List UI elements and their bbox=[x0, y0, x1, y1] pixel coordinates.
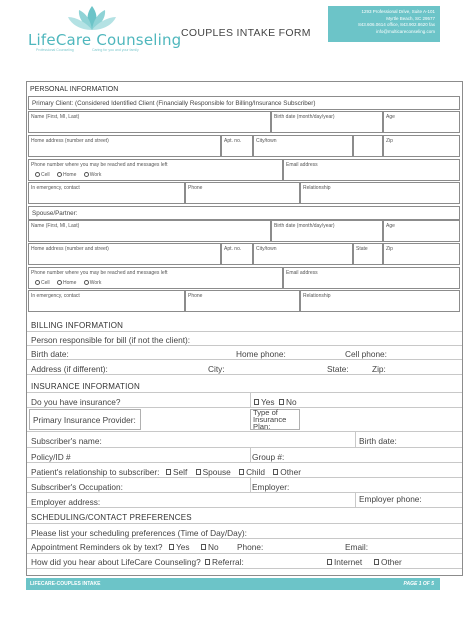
logo-tagline-left: Professional Counseling bbox=[36, 48, 74, 52]
reminders-phone-field[interactable]: Phone: bbox=[237, 542, 264, 552]
contact-line: Myrtle Beach, SC 29577 bbox=[386, 15, 435, 21]
option-label: Work bbox=[89, 172, 102, 178]
field-label: City/town bbox=[256, 138, 277, 144]
subscriber-birth-field[interactable]: Birth date: bbox=[359, 436, 397, 446]
divider bbox=[355, 493, 356, 508]
spouse-age-field[interactable] bbox=[383, 220, 460, 242]
field-label: Age bbox=[386, 114, 395, 120]
divider bbox=[250, 478, 251, 493]
option-label: Cell bbox=[41, 172, 50, 178]
billing-cell-phone-field[interactable]: Cell phone: bbox=[345, 349, 387, 359]
primary-client-heading: Primary Client: (Considered Identified Client (Financially Responsible for Billing/Insurance Subscriber) bbox=[32, 100, 316, 107]
radio-work[interactable] bbox=[84, 280, 89, 285]
primary-relationship-field[interactable] bbox=[300, 182, 460, 204]
logo bbox=[28, 4, 182, 52]
field-label: Relationship bbox=[303, 185, 331, 191]
spouse-phone-field[interactable] bbox=[28, 267, 283, 289]
field-label: Name (First, MI, Last) bbox=[31, 223, 80, 229]
field-label: In emergency, contact bbox=[31, 185, 80, 191]
spouse-emergency-field[interactable] bbox=[28, 290, 185, 312]
field-label: Phone number where you may be reached and messages left bbox=[31, 162, 168, 168]
option-label: Referral: bbox=[212, 557, 244, 567]
spouse-email-field[interactable] bbox=[283, 267, 460, 289]
field-label: City/town bbox=[256, 246, 277, 252]
spouse-relationship-field[interactable] bbox=[300, 290, 460, 312]
billing-birth-field[interactable]: Birth date: bbox=[31, 349, 69, 359]
relationship-options bbox=[164, 467, 301, 477]
section-insurance-heading: INSURANCE INFORMATION bbox=[31, 382, 140, 391]
reminders-yes-option[interactable] bbox=[167, 542, 190, 552]
form-title: COUPLES INTAKE FORM bbox=[181, 27, 311, 39]
section-billing-heading: BILLING INFORMATION bbox=[31, 321, 124, 330]
employer-field[interactable]: Employer: bbox=[252, 482, 290, 492]
checkbox-icon[interactable] bbox=[273, 469, 278, 475]
field-label: Phone number where you may be reached and messages left bbox=[31, 270, 168, 276]
primary-state-field[interactable] bbox=[353, 135, 383, 157]
radio-home[interactable] bbox=[57, 280, 62, 285]
checkbox-icon[interactable] bbox=[196, 469, 201, 475]
insurance-yes-option[interactable] bbox=[252, 397, 275, 407]
option-label: Home bbox=[63, 172, 77, 178]
insurance-row bbox=[27, 448, 462, 463]
reminders-no-option[interactable] bbox=[199, 542, 219, 552]
field-label: Zip bbox=[386, 138, 393, 144]
phone-type-options bbox=[35, 172, 101, 178]
field-label: Apt. no. bbox=[224, 246, 242, 252]
primary-name-field[interactable] bbox=[28, 111, 271, 133]
spouse-state-field[interactable] bbox=[353, 243, 383, 265]
field-label: In emergency, contact bbox=[31, 293, 80, 299]
field-label: Home address (number and street) bbox=[31, 138, 109, 144]
field-label: Email address bbox=[286, 162, 318, 168]
footer-bar bbox=[26, 578, 440, 590]
spouse-zip-field[interactable] bbox=[383, 243, 460, 265]
checkbox-icon[interactable] bbox=[201, 544, 206, 550]
section-scheduling-heading: SCHEDULING/CONTACT PREFERENCES bbox=[31, 513, 192, 522]
option-label: Other bbox=[280, 467, 302, 477]
plan-type-label: Type of Insurance Plan: bbox=[253, 408, 287, 432]
internet-option[interactable] bbox=[325, 557, 362, 567]
section-personal-heading: PERSONAL INFORMATION bbox=[30, 86, 119, 93]
option-label: No bbox=[208, 542, 219, 552]
contact-line: info@multicareconseling.com bbox=[376, 28, 435, 34]
insurance-question: Do you have insurance? bbox=[31, 397, 121, 407]
checkbox-icon[interactable] bbox=[169, 544, 174, 550]
field-label: Phone bbox=[188, 293, 203, 299]
phone-type-options bbox=[35, 280, 101, 286]
primary-apt-field[interactable] bbox=[221, 135, 253, 157]
field-label: State bbox=[356, 246, 368, 252]
field-label: Phone bbox=[188, 185, 203, 191]
spouse-heading: Spouse/Partner: bbox=[32, 210, 78, 217]
hear-question: How did you hear about LifeCare Counseling? bbox=[31, 557, 201, 567]
billing-zip-field[interactable]: Zip: bbox=[372, 364, 386, 374]
primary-phone-field[interactable] bbox=[28, 159, 283, 181]
radio-cell[interactable] bbox=[35, 172, 40, 177]
spouse-name-field[interactable] bbox=[28, 220, 271, 242]
field-label: Home address (number and street) bbox=[31, 246, 109, 252]
group-field[interactable]: Group #: bbox=[252, 452, 285, 462]
footer-page-number: PAGE 1 OF 5 bbox=[403, 581, 434, 587]
schedule-preferences-field[interactable]: Please list your scheduling preferences (Time of Day/Day): bbox=[31, 528, 247, 538]
contact-line: 843.606.0614 office, 843.902.8620 fax bbox=[358, 22, 435, 28]
field-label: Zip bbox=[386, 246, 393, 252]
spouse-header bbox=[28, 206, 460, 220]
subscriber-field[interactable]: Subscriber's name: bbox=[31, 436, 102, 446]
option-label: Other bbox=[381, 557, 402, 567]
checkbox-icon[interactable] bbox=[279, 399, 284, 405]
referral-option[interactable] bbox=[203, 557, 244, 567]
divider bbox=[355, 432, 356, 448]
relationship-question: Patient's relationship to subscriber: bbox=[31, 467, 160, 477]
field-label: Birth date (month/day/year) bbox=[274, 223, 335, 229]
primary-age-field[interactable] bbox=[383, 111, 460, 133]
option-label: Internet bbox=[334, 557, 363, 567]
radio-work[interactable] bbox=[84, 172, 89, 177]
spouse-address-field[interactable] bbox=[28, 243, 221, 265]
spouse-apt-field[interactable] bbox=[221, 243, 253, 265]
lotus-logo-icon bbox=[62, 4, 122, 32]
checkbox-icon[interactable] bbox=[239, 469, 244, 475]
checkbox-icon[interactable] bbox=[254, 399, 259, 405]
option-label: Work bbox=[89, 280, 102, 286]
option-label: Yes bbox=[261, 397, 275, 407]
option-label: Self bbox=[173, 467, 188, 477]
billing-state-field[interactable]: State: bbox=[327, 364, 349, 374]
field-label: Birth date (month/day/year) bbox=[274, 114, 335, 120]
radio-cell[interactable] bbox=[35, 280, 40, 285]
other-option[interactable] bbox=[372, 557, 402, 567]
field-label: Apt. no. bbox=[224, 138, 242, 144]
checkbox-icon[interactable] bbox=[205, 559, 210, 565]
employer-phone-field[interactable]: Employer phone: bbox=[359, 494, 422, 504]
option-label: Yes bbox=[176, 542, 190, 552]
responsible-field[interactable]: Person responsible for bill (if not the client): bbox=[31, 335, 191, 345]
spouse-emergency-phone-field[interactable] bbox=[185, 290, 300, 312]
billing-home-phone-field[interactable]: Home phone: bbox=[236, 349, 286, 359]
billing-address-field[interactable]: Address (if different): bbox=[31, 364, 108, 374]
primary-client-header bbox=[28, 96, 460, 110]
divider bbox=[250, 448, 251, 463]
employer-address-field[interactable]: Employer address: bbox=[31, 497, 101, 507]
billing-city-field[interactable]: City: bbox=[208, 364, 225, 374]
radio-home[interactable] bbox=[57, 172, 62, 177]
primary-zip-field[interactable] bbox=[383, 135, 460, 157]
footer-left: LIFECARE-COUPLES INTAKE bbox=[30, 581, 101, 587]
divider bbox=[250, 393, 251, 408]
option-label: Spouse bbox=[202, 467, 231, 477]
checkbox-icon[interactable] bbox=[374, 559, 379, 565]
primary-birth-field[interactable] bbox=[271, 111, 383, 133]
reminders-email-field[interactable]: Email: bbox=[345, 542, 369, 552]
checkbox-icon[interactable] bbox=[166, 469, 171, 475]
policy-field[interactable]: Policy/ID # bbox=[31, 452, 71, 462]
primary-emergency-phone-field[interactable] bbox=[185, 182, 300, 204]
primary-city-field[interactable] bbox=[253, 135, 353, 157]
reminders-question: Appointment Reminders ok by text? bbox=[31, 542, 163, 552]
primary-address-field[interactable] bbox=[28, 135, 221, 157]
checkbox-icon[interactable] bbox=[327, 559, 332, 565]
option-label: Child bbox=[246, 467, 265, 477]
logo-name: LifeCare Counseling bbox=[28, 31, 182, 49]
provider-label: Primary Insurance Provider: bbox=[33, 415, 136, 425]
occupation-field[interactable]: Subscriber's Occupation: bbox=[31, 482, 123, 492]
option-label: Home bbox=[63, 280, 77, 286]
field-label: Email address bbox=[286, 270, 318, 276]
spouse-birth-field[interactable] bbox=[271, 220, 383, 242]
option-label: No bbox=[286, 397, 297, 407]
contact-line: 1293 Professional Drive, Suite A-101 bbox=[361, 9, 435, 14]
spouse-city-field[interactable] bbox=[253, 243, 353, 265]
field-label: Relationship bbox=[303, 293, 331, 299]
field-label: Name (First, MI, Last) bbox=[31, 114, 80, 120]
contact-block bbox=[328, 6, 440, 42]
primary-email-field[interactable] bbox=[283, 159, 460, 181]
insurance-no-option[interactable] bbox=[277, 397, 297, 407]
primary-emergency-field[interactable] bbox=[28, 182, 185, 204]
field-label: Age bbox=[386, 223, 395, 229]
logo-tagline-right: Caring for you and your family bbox=[92, 48, 139, 52]
option-label: Cell bbox=[41, 280, 50, 286]
